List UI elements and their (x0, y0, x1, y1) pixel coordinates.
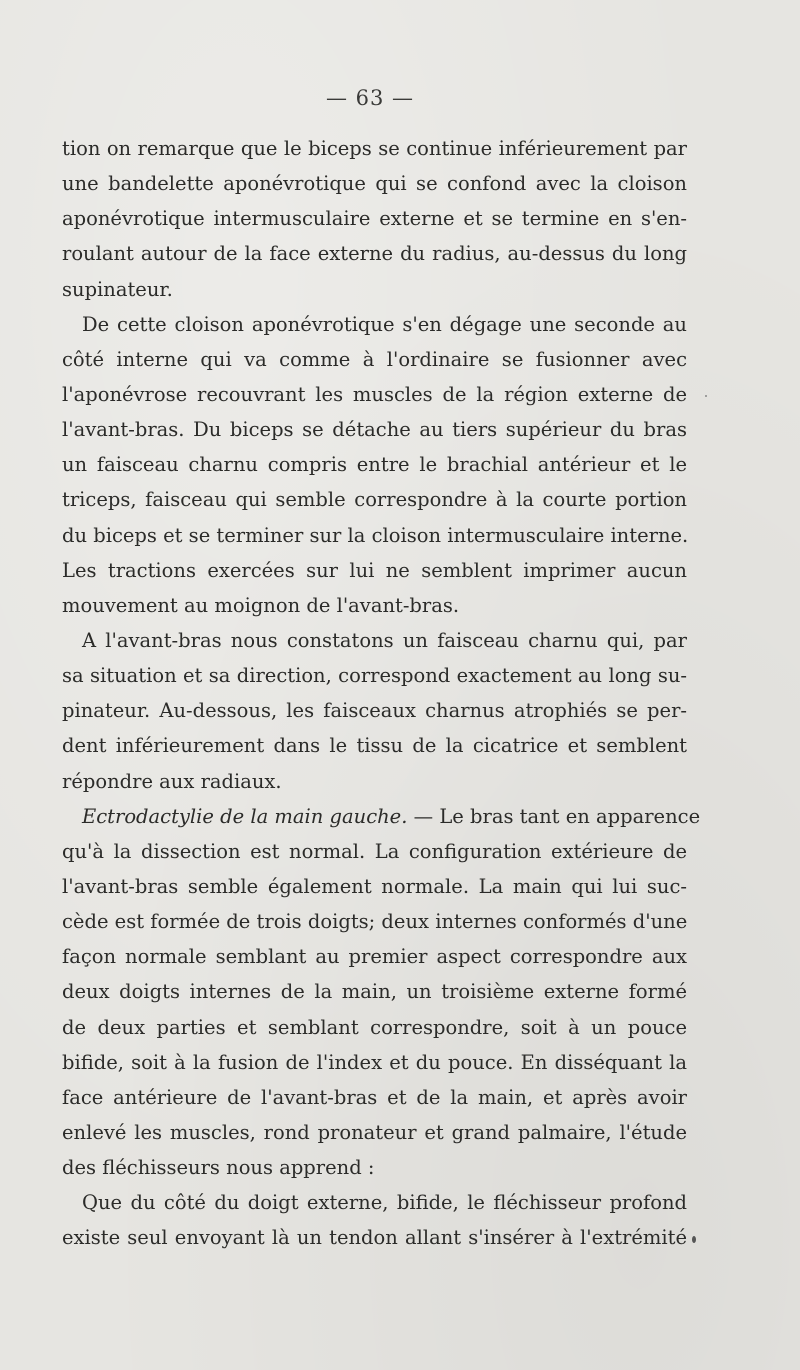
ink-speck (692, 1236, 696, 1243)
text-line: supinateur. (62, 277, 173, 301)
text-line: existe seul envoyant là un tendon allant s'insérer à l'extrémité (62, 1226, 687, 1250)
text-line: deux doigts internes de la main, un troisième externe formé (62, 980, 687, 1004)
text-line: répondre aux radiaux. (62, 769, 282, 793)
text-line: bifide, soit à la fusion de l'index et du pouce. En disséquant la (62, 1050, 687, 1074)
text-line: dent inférieurement dans le tissu de la cicatrice et semblent (62, 734, 687, 758)
text-line: A l'avant-bras nous constatons un faisceau charnu qui, par (82, 628, 687, 652)
text-line: Les tractions exercées sur lui ne semblent imprimer aucun (62, 558, 687, 582)
text-line: cède est formée de trois doigts; deux internes conformés d'une (62, 910, 688, 934)
text-line: pinateur. Au-dessous, les faisceaux charnus atrophiés se per- (62, 699, 687, 723)
text-line: des fléchisseurs nous apprend : (62, 1156, 375, 1180)
text-line: aponévrotique intermusculaire externe et se termine en s'en- (62, 207, 687, 231)
text-line: Que du côté du doigt externe, bifide, le fléchisseur profond (82, 1191, 687, 1215)
body-text (62, 131, 701, 1256)
text-line: l'avant-bras semble également normale. La main qui lui suc- (62, 874, 687, 898)
ink-speck (705, 395, 707, 397)
text-line: tion on remarque que le biceps se continue inférieurement par (62, 137, 687, 160)
text-line: sa situation et sa direction, correspond exactement au long su- (62, 664, 687, 688)
text-line-rest: — Le bras tant en apparence (407, 804, 701, 828)
text-line: de deux parties et semblant correspondre, soit à un pouce (62, 1015, 687, 1039)
page-number: — 63 — (325, 86, 415, 110)
text-line: roulant autour de la face externe du radius, au-dessus du long (62, 242, 687, 266)
text-line: côté interne qui va comme à l'ordinaire se fusionner avec (62, 347, 687, 371)
text-line: un faisceau charnu compris entre le brachial antérieur et le (62, 453, 687, 477)
text-line: façon normale semblant au premier aspect correspondre aux (62, 945, 687, 969)
text-line: qu'à la dissection est normal. La configuration extérieure de (62, 839, 687, 863)
section-heading: Ectrodactylie de la main gauche. (82, 804, 408, 828)
text-line: De cette cloison aponévrotique s'en dégage une seconde au (82, 312, 687, 336)
text-line: l'avant-bras. Du biceps se détache au tiers supérieur du bras (62, 418, 687, 442)
text-line: enlevé les muscles, rond pronateur et grand palmaire, l'étude (62, 1120, 687, 1144)
text-line: triceps, faisceau qui semble correspondre à la courte portion (62, 488, 687, 512)
text-line (62, 799, 701, 834)
text-line: l'aponévrose recouvrant les muscles de la région externe de (62, 382, 687, 406)
text-line: une bandelette aponévrotique qui se confond avec la cloison (62, 172, 687, 196)
text-line: mouvement au moignon de l'avant-bras. (62, 593, 460, 617)
text-line: face antérieure de l'avant-bras et de la main, et après avoir (62, 1085, 687, 1109)
text-line: du biceps et se terminer sur la cloison intermusculaire interne. (62, 523, 689, 547)
